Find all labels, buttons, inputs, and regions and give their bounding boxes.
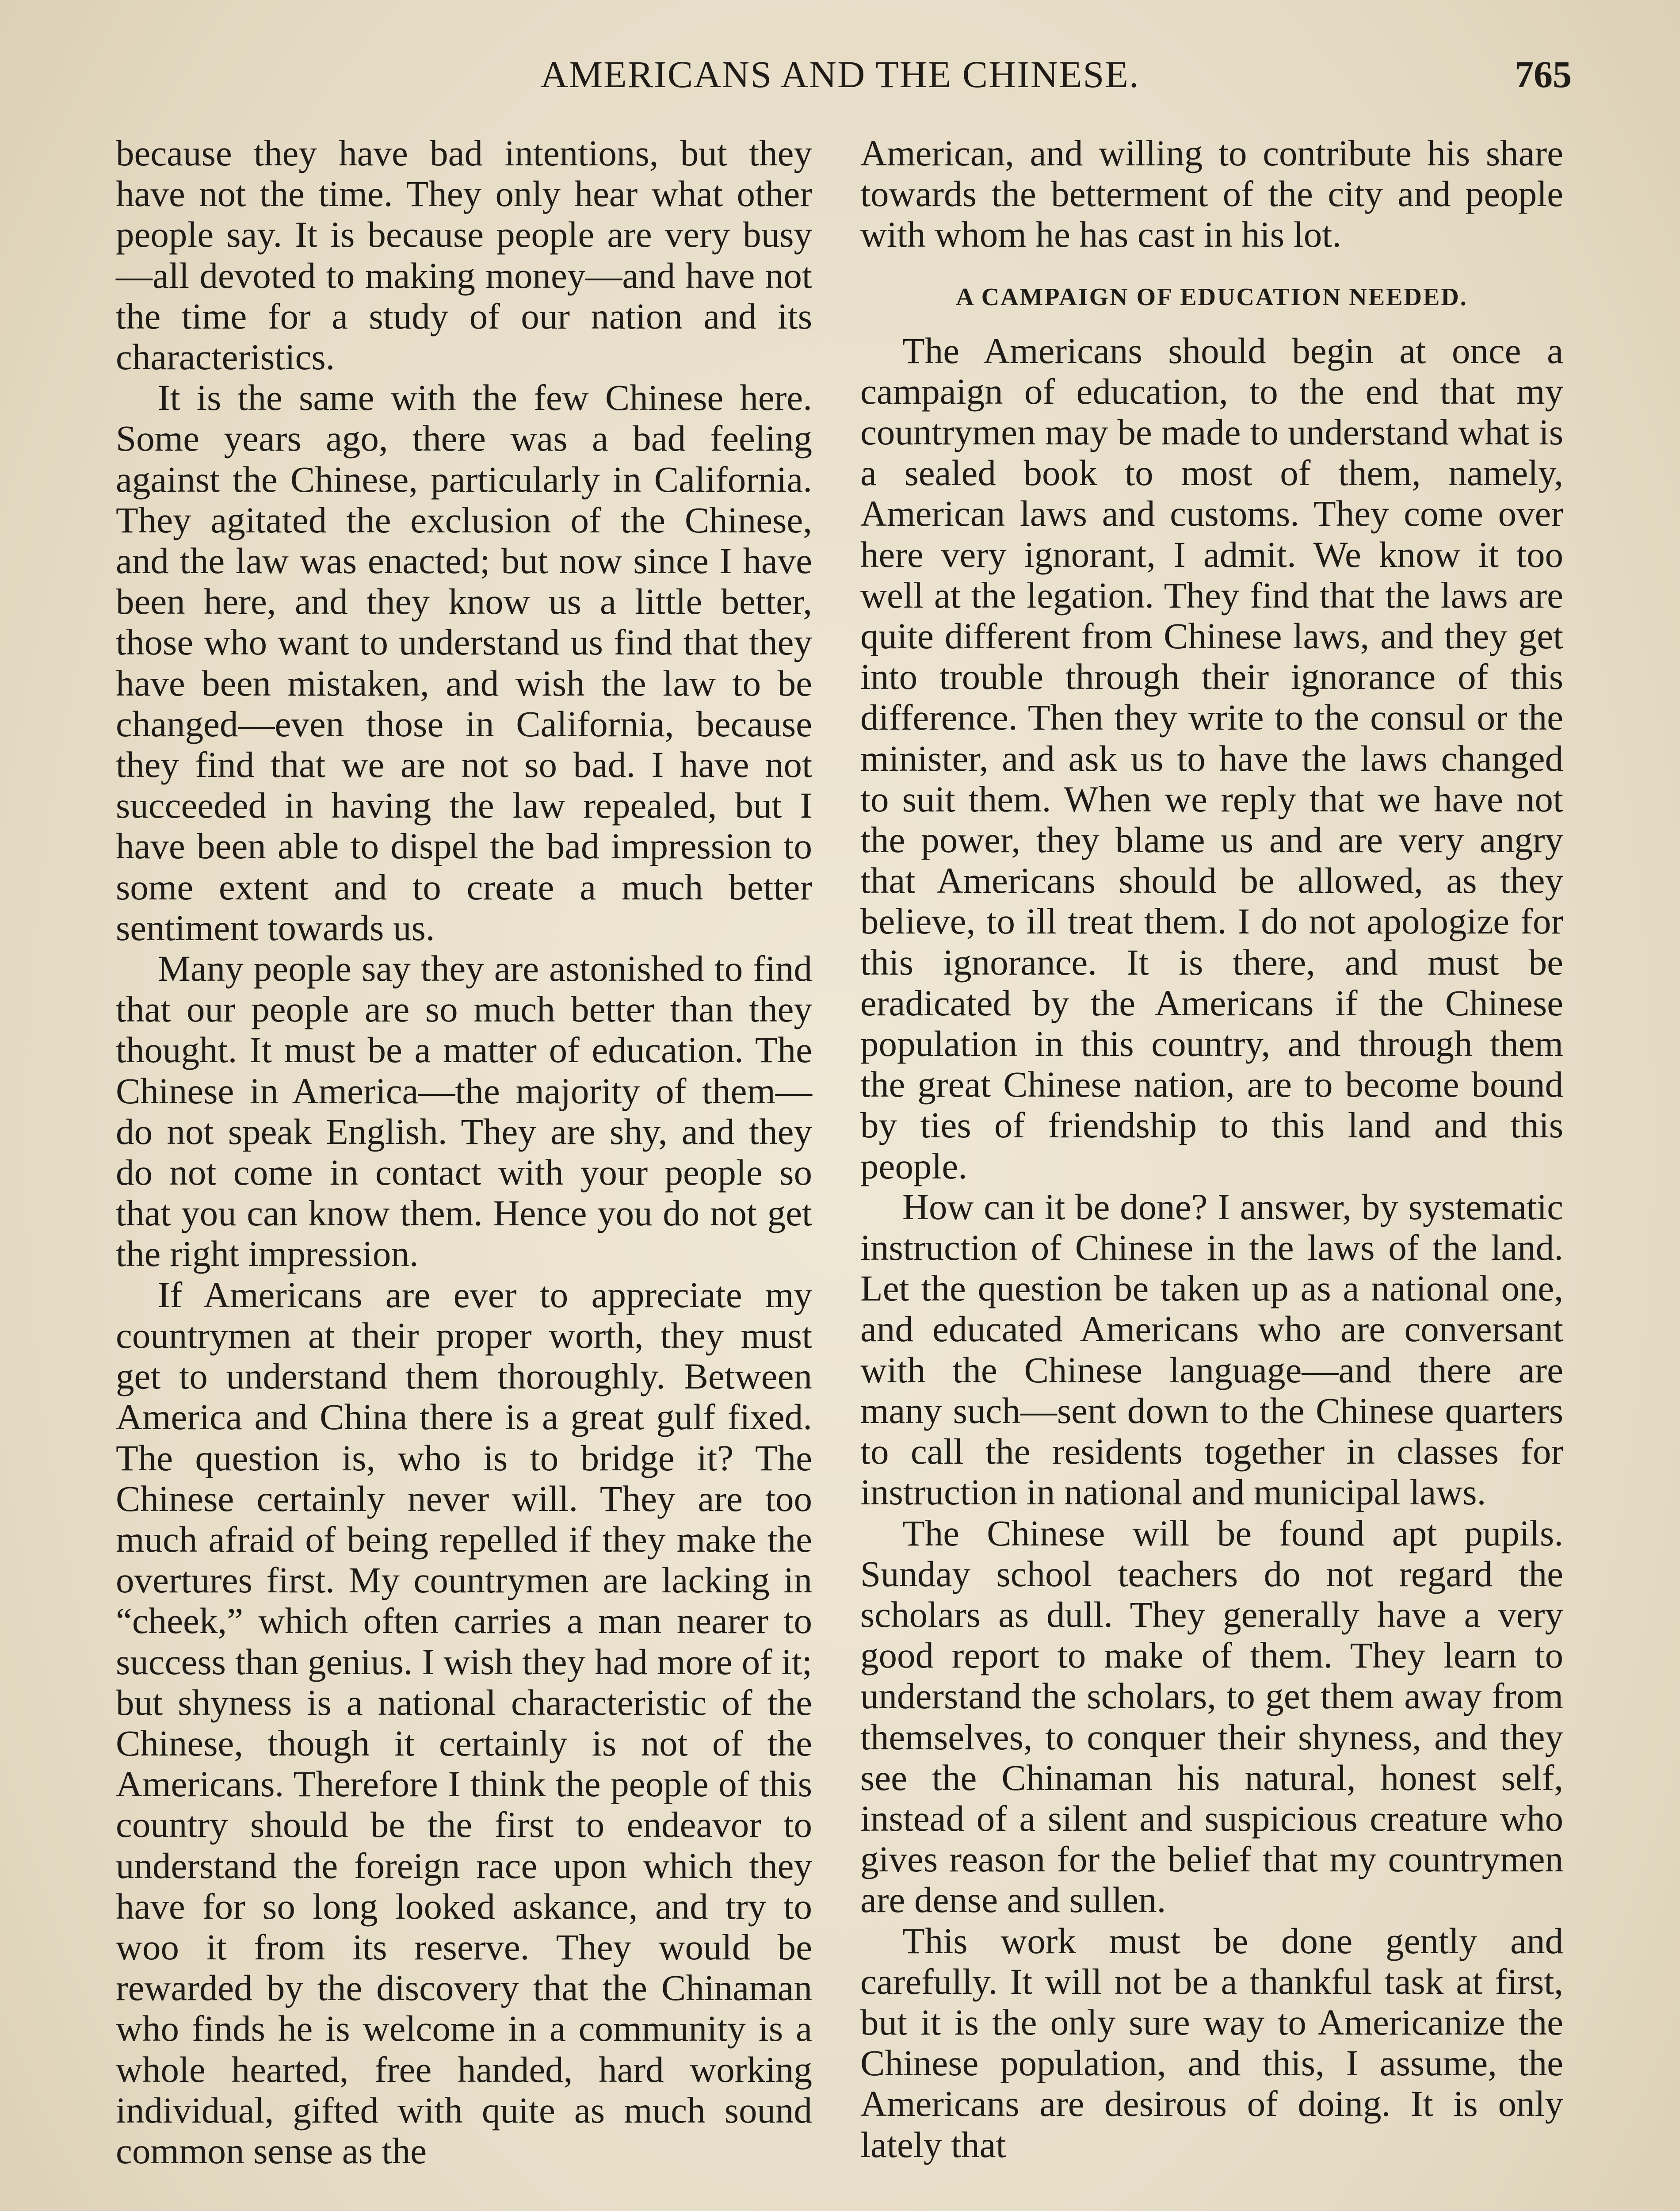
page-number: 765 [1515,53,1572,96]
paragraph: It is the same with the few Chinese here. Some years ago, there was a bad feeling against the Chinese, particularly in California. They agitated the exclusion of the Chinese, and the law was enacted; but now since I have been here, and they know us a little better, those who want to understand us find that they have been mistaken, and wish the law to be changed—even those in California, because they find that we are not so bad. I have not succeeded in having the law repealed, but I have been able to dispel the bad impression to some extent and to create a much better sentiment towards us. [116,377,812,948]
right-column [860,133,1563,2165]
paragraph: The Americans should begin at once a campaign of education, to the end that my countrymen may be made to understand what is a sealed book to most of them, namely, American laws and customs. They come over here very ignorant, I admit. We know it too well at the legation. They find that the laws are quite different from Chinese laws, and they get into trouble through their ignorance of this difference. Then they write to the consul or the minister, and ask us to have the laws changed to suit them. When we reply that we have not the power, they blame us and are very angry that Americans should be allowed, as they believe, to ill treat them. I do not apologize for this ignorance. It is there, and must be eradicated by the Americans if the Chinese population in this country, and through them the great Chinese nation, are to become bound by ties of friendship to this land and this people. [860,330,1563,1186]
left-column [116,133,812,2171]
paragraph: because they have bad intentions, but they have not the time. They only hear what other people say. It is because people are very busy—all devoted to making money—and have not the time for a study of our nation and its characteristics. [116,133,812,378]
paragraph: If Americans are ever to appreciate my countrymen at their proper worth, they must get to understand them thoroughly. Between America and China there is a great gulf fixed. The question is, who is to bridge it? The Chinese certainly never will. They are too much afraid of being repelled if they make the overtures first. My countrymen are lacking in “cheek,” which often carries a man nearer to success than genius. I wish they had more of it; but shyness is a national characteristic of the Chinese, though it certainly is not of the Americans. Therefore I think the people of this country should be the first to endeavor to understand the foreign race upon which they have for so long looked askance, and try to woo it from its reserve. They would be rewarded by the discovery that the Chinaman who finds he is welcome in a community is a whole hearted, free handed, hard working individual, gifted with quite as much sound common sense as the [116,1274,812,2171]
paragraph: The Chinese will be found apt pupils. Sunday school teachers do not regard the scholars as dull. They generally have a very good report to make of them. They learn to understand the scholars, to get them away from themselves, to conquer their shyness, and they see the Chinaman his natural, honest self, instead of a silent and suspicious creature who gives reason for the belief that my countrymen are dense and sullen. [860,1512,1563,1920]
paragraph: This work must be done gently and carefully. It will not be a thankful task at first, but it is the only sure way to Americanize the Chinese population, and this, I assume, the Americans are desirous of doing. It is only lately that [860,1920,1563,2165]
paragraph: American, and willing to contribute his share towards the betterment of the city and people with whom he has cast in his lot. [860,133,1563,255]
section-heading: A CAMPAIGN OF EDUCATION NEEDED. [956,283,1468,311]
running-title: AMERICANS AND THE CHINESE. [540,53,1140,96]
paragraph: Many people say they are astonished to find that our people are so much better than they thought. It must be a matter of education. The Chinese in America—the majority of them—do not speak English. They are shy, and they do not come in contact with your people so that you can know them. Hence you do not get the right impression. [116,948,812,1274]
paragraph: How can it be done? I answer, by systematic instruction of Chinese in the laws of the land. Let the question be taken up as a national one, and educated Americans who are conversant with the Chinese language—and there are many such—sent down to the Chinese quarters to call the residents together in classes for instruction in national and municipal laws. [860,1186,1563,1513]
